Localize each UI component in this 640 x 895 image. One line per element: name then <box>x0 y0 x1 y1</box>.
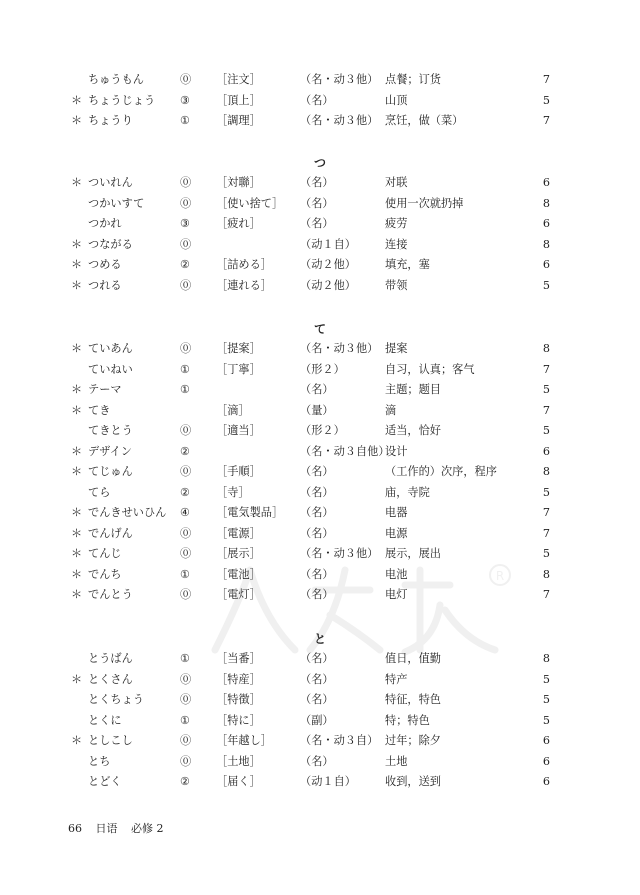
entry-part-of-speech: （名・动３自他） <box>300 444 390 458</box>
new-word-mark: ＊ <box>71 547 83 560</box>
glossary-entry <box>0 255 640 276</box>
entry-accent: ① <box>180 713 191 727</box>
entry-lesson: 7 <box>542 403 550 417</box>
entry-part-of-speech: （形２） <box>300 424 345 437</box>
entry-lesson: 5 <box>542 485 550 499</box>
entry-kanji: ［丁寧］ <box>216 362 261 376</box>
entry-accent: ③ <box>180 217 191 230</box>
new-word-mark: ＊ <box>71 342 83 355</box>
entry-part-of-speech: （名） <box>300 693 334 706</box>
entry-accent: ① <box>180 362 191 376</box>
entry-part-of-speech: （形２） <box>300 362 345 376</box>
entry-part-of-speech: （名） <box>300 652 334 665</box>
entry-meaning: 滴 <box>385 403 397 417</box>
entry-reading: とくちょう <box>88 693 144 706</box>
entry-reading: つれる <box>88 278 122 292</box>
entry-lesson: 6 <box>542 775 550 788</box>
entry-part-of-speech: （名） <box>300 506 334 519</box>
entry-accent: ⓪ <box>180 693 192 706</box>
glossary-entry <box>0 111 640 132</box>
section-heading: と <box>313 632 326 646</box>
new-word-mark: ＊ <box>71 278 83 292</box>
entry-meaning: 自习，认真；客气 <box>385 362 475 376</box>
entry-accent: ⓪ <box>180 342 192 355</box>
glossary-entry <box>0 214 640 235</box>
entry-lesson: 5 <box>542 278 550 292</box>
new-word-mark: ＊ <box>71 465 83 478</box>
entry-accent: ① <box>180 567 191 581</box>
entry-kanji: ［疲れ］ <box>216 217 261 230</box>
glossary-section <box>0 339 640 606</box>
entry-reading: でんち <box>88 567 122 581</box>
entry-kanji: ［手順］ <box>216 465 261 478</box>
glossary-entry <box>0 360 640 381</box>
entry-lesson: 5 <box>542 93 550 107</box>
entry-reading: つめる <box>88 258 122 271</box>
entry-meaning: 点餐；订货 <box>385 73 441 86</box>
entry-lesson: 6 <box>542 176 550 189</box>
section-heading: つ <box>313 156 326 170</box>
entry-meaning: 主题；题目 <box>385 383 441 396</box>
glossary-entry <box>0 524 640 545</box>
entry-meaning: 使用一次就扔掉 <box>385 196 464 210</box>
entry-reading: デザイン <box>88 444 132 458</box>
entry-kanji: ［電気製品］ <box>216 506 284 519</box>
glossary-entry <box>0 752 640 773</box>
entry-kanji: ［特産］ <box>216 672 261 686</box>
new-word-mark: ＊ <box>71 93 83 107</box>
entry-accent: ② <box>180 444 191 458</box>
entry-lesson: 8 <box>542 342 550 355</box>
entry-reading: とどく <box>88 775 122 788</box>
entry-reading: とくさん <box>88 672 133 686</box>
page-number: 66 <box>68 822 82 835</box>
entry-meaning: 值日，值勤 <box>385 652 441 665</box>
entry-lesson: 7 <box>542 588 550 601</box>
entry-meaning: 土地 <box>385 754 408 768</box>
entry-lesson: 8 <box>542 196 550 210</box>
entry-reading: ていねい <box>88 362 133 376</box>
entry-meaning: （工作的）次序，程序 <box>385 465 497 478</box>
new-word-mark: ＊ <box>71 237 83 251</box>
entry-accent: ⓪ <box>180 754 192 768</box>
new-word-mark: ＊ <box>71 114 83 127</box>
entry-reading: つかれ <box>88 217 122 230</box>
entry-part-of-speech: （名・动３他） <box>300 114 379 127</box>
glossary-entry <box>0 544 640 565</box>
glossary-entry <box>0 173 640 194</box>
new-word-mark: ＊ <box>71 403 83 417</box>
entry-part-of-speech: （名） <box>300 383 334 396</box>
entry-accent: ⓪ <box>180 734 192 747</box>
entry-part-of-speech: （名） <box>300 754 334 768</box>
glossary-entry <box>0 70 640 91</box>
entry-accent: ⓪ <box>180 237 192 251</box>
entry-lesson: 6 <box>542 258 550 271</box>
entry-part-of-speech: （名） <box>300 672 334 686</box>
entry-meaning: 展示，展出 <box>385 547 441 560</box>
entry-reading: てんじ <box>88 547 122 560</box>
entry-lesson: 8 <box>542 237 550 251</box>
entry-reading: てき <box>88 403 111 417</box>
entry-part-of-speech: （名） <box>300 217 334 230</box>
entry-reading: てら <box>88 485 111 499</box>
entry-reading: ちゅうもん <box>88 73 144 86</box>
entry-part-of-speech: （副） <box>300 713 334 727</box>
entry-accent: ④ <box>180 506 191 519</box>
entry-lesson: 5 <box>542 693 550 706</box>
glossary-entry <box>0 442 640 463</box>
entry-lesson: 6 <box>542 444 550 458</box>
glossary-entry <box>0 585 640 606</box>
entry-lesson: 7 <box>542 526 550 540</box>
entry-lesson: 7 <box>542 362 550 376</box>
page-footer <box>68 821 174 837</box>
glossary-entry <box>0 565 640 586</box>
entry-meaning: 填充，塞 <box>385 258 430 271</box>
entry-meaning: 山顶 <box>385 93 408 107</box>
entry-kanji: ［寺］ <box>216 485 250 499</box>
entry-meaning: 电池 <box>385 567 408 581</box>
new-word-mark: ＊ <box>71 444 83 458</box>
entry-reading: ていあん <box>88 342 133 355</box>
entry-accent: ⓪ <box>180 547 192 560</box>
entry-lesson: 7 <box>542 73 550 86</box>
entry-accent: ⓪ <box>180 278 192 292</box>
svg-text:R: R <box>495 569 505 583</box>
glossary-entry <box>0 235 640 256</box>
entry-lesson: 7 <box>542 506 550 519</box>
entry-meaning: 电源 <box>385 526 408 540</box>
entry-part-of-speech: （名・动３他） <box>300 547 379 560</box>
entry-reading: でんきせいひん <box>88 506 167 519</box>
entry-part-of-speech: （名） <box>300 485 334 499</box>
entry-lesson: 8 <box>542 465 550 478</box>
new-word-mark: ＊ <box>71 506 83 519</box>
new-word-mark: ＊ <box>71 258 83 271</box>
entry-lesson: 5 <box>542 672 550 686</box>
entry-lesson: 5 <box>542 383 550 396</box>
entry-lesson: 5 <box>542 547 550 560</box>
entry-part-of-speech: （名） <box>300 588 334 601</box>
entry-part-of-speech: （动１自） <box>300 237 356 251</box>
glossary-entry <box>0 91 640 112</box>
section-heading: て <box>313 322 326 336</box>
entry-kanji: ［展示］ <box>216 547 261 560</box>
glossary-entry <box>0 670 640 691</box>
entry-lesson: 8 <box>542 652 550 665</box>
entry-lesson: 6 <box>542 734 550 747</box>
glossary-section <box>0 70 640 132</box>
glossary-entry <box>0 462 640 483</box>
glossary-section <box>0 173 640 296</box>
entry-kanji: ［連れる］ <box>216 278 272 292</box>
entry-kanji: ［注文］ <box>216 73 261 86</box>
entry-kanji: ［電灯］ <box>216 588 261 601</box>
book-title: 日语 <box>95 822 118 835</box>
entry-accent: ① <box>180 652 191 665</box>
entry-reading: つかいすて <box>88 196 145 210</box>
entry-reading: でんとう <box>88 588 133 601</box>
entry-accent: ② <box>180 775 191 788</box>
entry-part-of-speech: （名） <box>300 196 334 210</box>
entry-kanji: ［当番］ <box>216 652 261 665</box>
entry-meaning: 电器 <box>385 506 408 519</box>
entry-kanji: ［提案］ <box>216 342 261 355</box>
entry-meaning: 特；特色 <box>385 713 430 727</box>
entry-kanji: ［詰める］ <box>216 258 272 271</box>
entry-meaning: 适当，恰好 <box>385 424 441 437</box>
entry-kanji: ［特に］ <box>216 713 261 727</box>
entry-accent: ⓪ <box>180 588 192 601</box>
glossary-entry <box>0 690 640 711</box>
entry-kanji: ［調理］ <box>216 114 261 127</box>
new-word-mark: ＊ <box>71 383 83 396</box>
entry-part-of-speech: （动１自） <box>300 775 356 788</box>
entry-part-of-speech: （名・动３他） <box>300 342 379 355</box>
new-word-mark: ＊ <box>71 526 83 540</box>
entry-reading: ちょうり <box>88 114 133 127</box>
new-word-mark: ＊ <box>71 176 83 189</box>
glossary-entry <box>0 194 640 215</box>
glossary-entry <box>0 401 640 422</box>
entry-reading: テーマ <box>88 383 122 396</box>
glossary-entry <box>0 380 640 401</box>
entry-lesson: 5 <box>542 424 550 437</box>
entry-meaning: 电灯 <box>385 588 408 601</box>
glossary-entry <box>0 711 640 732</box>
glossary-entry <box>0 772 640 793</box>
entry-reading: としこし <box>88 734 133 747</box>
entry-part-of-speech: （名） <box>300 465 334 478</box>
entry-meaning: 过年；除夕 <box>385 734 441 747</box>
entry-accent: ③ <box>180 93 191 107</box>
entry-meaning: 特征，特色 <box>385 693 441 706</box>
entry-meaning: 特产 <box>385 672 408 686</box>
entry-reading: ついれん <box>88 176 133 189</box>
entry-reading: とうばん <box>88 652 133 665</box>
entry-meaning: 设计 <box>385 444 408 458</box>
entry-accent: ① <box>180 383 191 396</box>
entry-meaning: 对联 <box>385 176 408 189</box>
entry-part-of-speech: （名） <box>300 526 334 540</box>
entry-kanji: ［特徴］ <box>216 693 261 706</box>
glossary-entry <box>0 483 640 504</box>
entry-accent: ② <box>180 485 191 499</box>
new-word-mark: ＊ <box>71 567 83 581</box>
entry-meaning: 带领 <box>385 278 408 292</box>
entry-part-of-speech: （动２他） <box>300 258 356 271</box>
entry-meaning: 疲劳 <box>385 217 408 230</box>
entry-part-of-speech: （名） <box>300 93 334 107</box>
entry-kanji: ［対聯］ <box>216 176 261 189</box>
entry-part-of-speech: （名） <box>300 176 334 189</box>
entry-meaning: 连接 <box>385 237 408 251</box>
entry-kanji: ［頂上］ <box>216 93 261 107</box>
entry-accent: ⓪ <box>180 73 192 86</box>
entry-kanji: ［使い捨て］ <box>216 196 284 210</box>
glossary-section <box>0 649 640 793</box>
entry-kanji: ［滴］ <box>216 403 250 417</box>
entry-part-of-speech: （名） <box>300 567 334 581</box>
glossary-entry <box>0 731 640 752</box>
entry-accent: ⓪ <box>180 672 192 686</box>
entry-reading: でんげん <box>88 526 133 540</box>
entry-reading: とち <box>88 754 111 768</box>
glossary-entry <box>0 649 640 670</box>
entry-reading: てじゅん <box>88 465 133 478</box>
entry-part-of-speech: （名・动３自） <box>300 734 379 747</box>
entry-meaning: 收到，送到 <box>385 775 441 788</box>
entry-reading: とくに <box>88 713 122 727</box>
glossary-entry <box>0 503 640 524</box>
glossary-entry <box>0 339 640 360</box>
entry-part-of-speech: （名・动３他） <box>300 73 379 86</box>
new-word-mark: ＊ <box>71 588 83 601</box>
entry-lesson: 8 <box>542 567 550 581</box>
entry-meaning: 提案 <box>385 342 408 355</box>
entry-accent: ⓪ <box>180 176 192 189</box>
entry-lesson: 6 <box>542 217 550 230</box>
entry-accent: ② <box>180 258 191 271</box>
entry-kanji: ［適当］ <box>216 424 261 437</box>
entry-accent: ⓪ <box>180 465 192 478</box>
entry-kanji: ［届く］ <box>216 775 261 788</box>
entry-accent: ⓪ <box>180 424 192 437</box>
entry-part-of-speech: （动２他） <box>300 278 356 292</box>
entry-kanji: ［電源］ <box>216 526 261 540</box>
glossary-entry <box>0 276 640 297</box>
book-volume: 必修 2 <box>131 822 164 835</box>
new-word-mark: ＊ <box>71 672 83 686</box>
entry-lesson: 6 <box>542 754 550 768</box>
entry-lesson: 7 <box>542 114 550 127</box>
entry-kanji: ［電池］ <box>216 567 261 581</box>
new-word-mark: ＊ <box>71 734 83 747</box>
entry-meaning: 烹饪，做（菜） <box>385 114 464 127</box>
entry-kanji: ［年越し］ <box>216 734 272 747</box>
entry-reading: ちょうじょう <box>88 93 156 107</box>
entry-kanji: ［土地］ <box>216 754 261 768</box>
entry-accent: ⓪ <box>180 196 192 210</box>
entry-reading: つながる <box>88 237 133 251</box>
entry-part-of-speech: （量） <box>300 403 334 417</box>
entry-accent: ⓪ <box>180 526 192 540</box>
entry-reading: てきとう <box>88 424 133 437</box>
entry-accent: ① <box>180 114 191 127</box>
glossary-entry <box>0 421 640 442</box>
entry-lesson: 5 <box>542 713 550 727</box>
entry-meaning: 庙，寺院 <box>385 485 430 499</box>
